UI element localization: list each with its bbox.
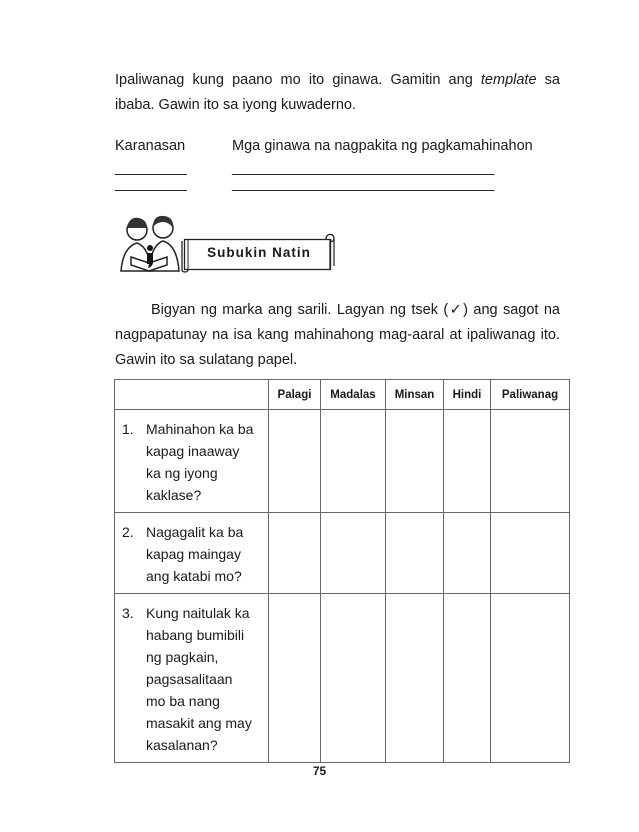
table-header-row xyxy=(115,380,570,410)
answer-hindi-cell[interactable] xyxy=(444,594,491,763)
question-cell xyxy=(115,594,269,763)
template-header-ginawa: Mga ginawa na nagpakita ng pagkamahinahon xyxy=(232,138,533,154)
answer-palagi-cell[interactable] xyxy=(269,594,321,763)
header-minsan: Minsan xyxy=(386,380,444,410)
template-blank-karanasan-2: __________ xyxy=(115,176,186,192)
answer-paliwanag-cell[interactable] xyxy=(491,513,570,594)
answer-madalas-cell[interactable] xyxy=(321,513,386,594)
question-number: 1. xyxy=(122,421,134,437)
answer-paliwanag-cell[interactable] xyxy=(491,594,570,763)
instruction-text-start: Ipaliwanag kung paano mo ito ginawa. Gamitin ang xyxy=(115,72,481,88)
instruction-text-end: sa ibaba. Gawin ito sa iyong kuwaderno. xyxy=(115,72,560,113)
template-word: template xyxy=(480,72,537,88)
answer-minsan-cell[interactable] xyxy=(386,513,444,594)
question-line: ka ng iyong xyxy=(146,465,218,481)
question-line: Nagagalit ka ba xyxy=(146,524,244,540)
question-line: Kung naitulak ka xyxy=(146,605,250,621)
header-hindi: Hindi xyxy=(444,380,491,410)
question-text xyxy=(146,418,268,506)
template-blank-karanasan-1: __________ xyxy=(115,160,186,176)
question-line: mo ba nang xyxy=(146,693,220,709)
question-line: kapag inaaway xyxy=(146,443,240,459)
question-cell xyxy=(115,410,269,513)
question-line: kaklase? xyxy=(146,487,202,503)
directions-text: Bigyan ng marka ang sarili. Lagyan ng tsek (✓) ang sagot na nagpapatunay na isa kang mahinahong mag-aaral at ipaliwanag ito. Gawin ito sa sulatang papel. xyxy=(115,302,560,368)
table-row xyxy=(115,594,570,763)
table-row xyxy=(115,513,570,594)
answer-palagi-cell[interactable] xyxy=(269,513,321,594)
question-line: kasalanan? xyxy=(146,737,218,753)
answer-hindi-cell[interactable] xyxy=(444,513,491,594)
two-children-reading-icon xyxy=(113,213,185,275)
header-question xyxy=(115,380,269,410)
question-cell xyxy=(115,513,269,594)
page-number: 75 xyxy=(312,764,327,778)
instruction-paragraph xyxy=(115,68,560,118)
answer-minsan-cell[interactable] xyxy=(386,410,444,513)
header-palagi: Palagi xyxy=(269,380,321,410)
question-text xyxy=(146,602,268,756)
question-line: ang katabi mo? xyxy=(146,568,242,584)
template-blank-ginawa-2: _____________________________________ xyxy=(232,176,494,192)
section-title: Subukin Natin xyxy=(207,245,311,260)
header-paliwanag: Paliwanag xyxy=(491,380,570,410)
question-number: 3. xyxy=(122,605,134,621)
answer-paliwanag-cell[interactable] xyxy=(491,410,570,513)
question-text xyxy=(146,521,268,587)
answer-madalas-cell[interactable] xyxy=(321,594,386,763)
question-number: 2. xyxy=(122,524,134,540)
table-row xyxy=(115,410,570,513)
self-assessment-table xyxy=(114,379,570,763)
question-line: pagsasalitaan xyxy=(146,671,233,687)
template-blank-ginawa-1: _____________________________________ xyxy=(232,160,494,176)
question-line: kapag maingay xyxy=(146,546,241,562)
question-line: masakit ang may xyxy=(146,715,252,731)
question-line: Mahinahon ka ba xyxy=(146,421,254,437)
header-madalas: Madalas xyxy=(321,380,386,410)
answer-hindi-cell[interactable] xyxy=(444,410,491,513)
answer-palagi-cell[interactable] xyxy=(269,410,321,513)
answer-madalas-cell[interactable] xyxy=(321,410,386,513)
answer-minsan-cell[interactable] xyxy=(386,594,444,763)
question-line: habang bumibili xyxy=(146,627,245,643)
directions-paragraph xyxy=(115,298,560,373)
template-header-karanasan: Karanasan xyxy=(115,138,186,154)
question-line: ng pagkain, xyxy=(146,649,219,665)
